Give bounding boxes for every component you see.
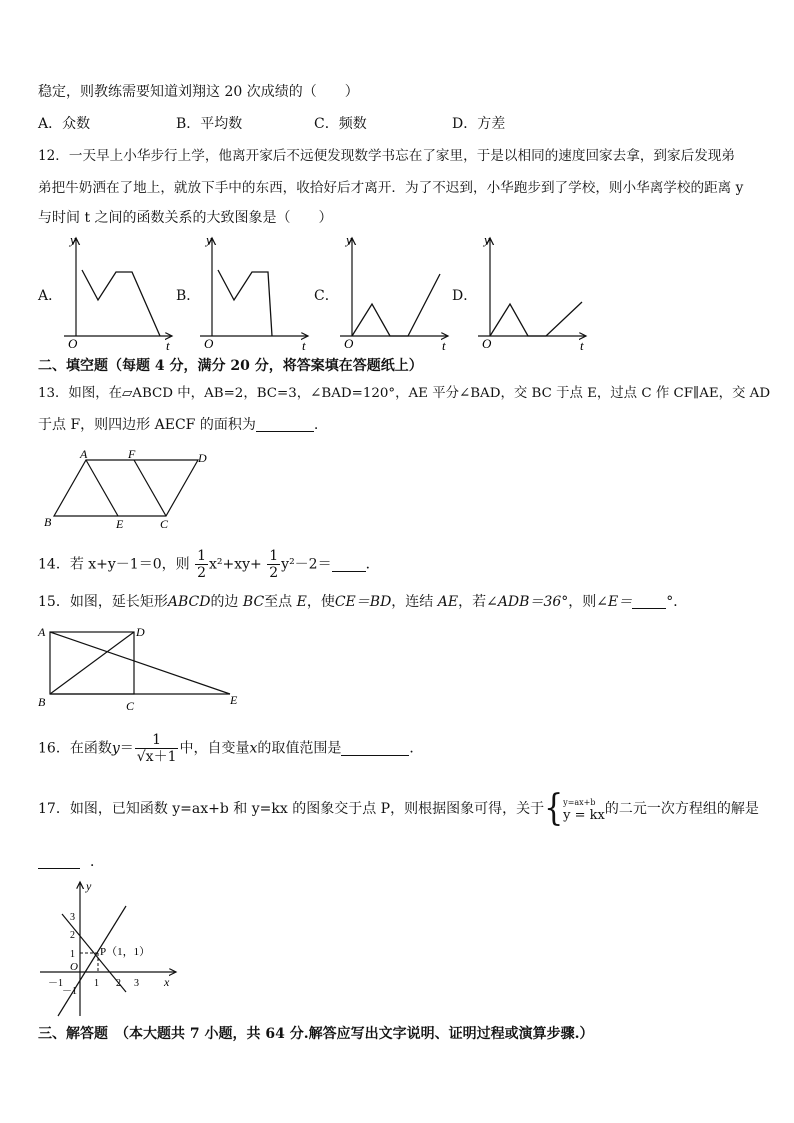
x-tick-neg1: －1: [48, 978, 63, 989]
point-f-label: F: [128, 447, 136, 461]
point-b-label: B: [44, 515, 52, 529]
q12-label-d: D．: [452, 288, 478, 304]
q11-option-b: B．平均数: [176, 116, 243, 132]
q14-mid-1: x²+xy+: [209, 556, 262, 573]
point-e-label: E: [116, 517, 124, 531]
x-axis-label: x: [164, 975, 170, 989]
point-c-label: C: [160, 517, 169, 531]
point-e-label: E: [230, 693, 238, 707]
q12-graph-d: [474, 230, 594, 354]
origin-label: O: [344, 336, 354, 351]
q11-option-a: A．众数: [38, 116, 91, 132]
q15-answer-blank: [632, 594, 666, 609]
q16-answer-blank: [341, 741, 409, 756]
q17-line-1: 17．如图，已知函数 y=ax+b 和 y=kx 的图象交于点 P，则根据图象可得，关于{ y=ax+b y = kx 的二元一次方程组的解是: [38, 787, 759, 830]
origin-label: O: [70, 961, 78, 973]
point-d-label: D: [136, 625, 145, 639]
q11-text: 稳定，则教练需要知道刘翔这 20 次成绩的（ ）: [38, 84, 359, 100]
y-axis-label: y: [484, 232, 490, 247]
y-axis-label: y: [86, 879, 92, 893]
y-tick-neg1: －1: [62, 986, 77, 997]
y-tick-2: 2: [70, 930, 75, 941]
q11-option-d: D．方差: [452, 116, 506, 132]
point-b-label: B: [38, 695, 46, 709]
origin-label: O: [482, 336, 492, 351]
x-tick-3: 3: [134, 978, 139, 989]
section-3-heading: 三、解答题 （本大题共 7 小题，共 64 分.解答应写出文字说明、证明过程或演算步骤.）: [38, 1026, 594, 1042]
q16-fraction: $\frac{1}{√x+1}$: [136, 732, 177, 765]
q13-parallelogram-figure: [40, 446, 220, 532]
q13-line-1: 13．如图，在▱ABCD 中，AB=2，BC=3，∠BAD=120°，AE 平分∠BAD，交 BC 于点 E，过点 C 作 CF∥AE，交 AD: [38, 386, 771, 401]
system-brace: {: [544, 787, 564, 830]
q17-function-graph: [36, 876, 186, 1026]
q12-label-b: B．: [176, 288, 201, 304]
q16-line: 16．在函数y＝ $\frac{1}{√x+1}$ 中，自变量x的取值范围是 ．: [38, 732, 424, 765]
point-a-label: A: [38, 625, 46, 639]
q14-line: [38, 548, 380, 581]
y-axis-label: y: [346, 232, 352, 247]
q12-graph-a: [60, 230, 180, 354]
section-2-heading: 二、填空题（每题 4 分，满分 20 分，将答案填在答题纸上）: [38, 358, 423, 374]
q12-graph-c: [336, 230, 456, 354]
q14-answer-blank: [332, 557, 366, 572]
t-axis-label: t: [442, 338, 446, 353]
t-axis-label: t: [580, 338, 584, 353]
q14-fraction-2: $\frac{1}{2}$: [269, 548, 279, 581]
q15-line: 15．如图，延长矩形ABCD的边 BC至点 E，使CE＝BD，连结 AE，若∠ADB＝36°，则∠E＝ °．: [38, 594, 688, 610]
q12-graph-b: [196, 230, 316, 354]
t-axis-label: t: [302, 338, 306, 353]
q17-line-2: ．: [38, 852, 104, 872]
origin-label: O: [204, 336, 214, 351]
x-tick-1: 1: [94, 978, 99, 989]
q13-end: .: [313, 417, 319, 433]
q14-end: ．: [365, 556, 380, 573]
y-tick-3: 3: [70, 912, 75, 923]
q14-pre: 14．若 x+y－1＝0，则: [38, 556, 190, 573]
point-c-label: C: [126, 699, 135, 713]
point-p-label: P（1，1）: [100, 946, 151, 958]
q12-label-c: C．: [314, 288, 339, 304]
point-a-label: A: [80, 447, 88, 461]
origin-label: O: [68, 336, 78, 351]
q13-answer-blank: [256, 417, 314, 432]
point-d-label: D: [198, 451, 207, 465]
q12-line-3: 与时间 t 之间的函数关系的大致图象是（ ）: [38, 210, 333, 226]
y-tick-1: 1: [70, 949, 75, 960]
y-axis-label: y: [70, 232, 76, 247]
q14-fraction-1: $\frac{1}{2}$: [197, 548, 206, 581]
x-tick-2: 2: [116, 978, 121, 989]
y-axis-label: y: [206, 232, 212, 247]
q15-rectangle-figure: [36, 622, 246, 714]
q12-label-a: A．: [38, 288, 63, 304]
t-axis-label: t: [166, 338, 170, 353]
q11-option-c: C．频数: [314, 116, 367, 132]
q13-line-2-text: 于点 F，则四边形 AECF 的面积为: [38, 417, 256, 433]
q17-system: y=ax+b y = kx: [563, 798, 605, 823]
q12-line-1: 12．一天早上小华步行上学，他离开家后不远便发现数学书忘在了家里，于是以相同的速度回家去拿，到家后发现弟: [38, 148, 735, 164]
q17-answer-blank: [38, 854, 80, 869]
q13-line-2: [38, 415, 318, 435]
q14-mid-2: y²－2＝: [281, 556, 332, 573]
q12-line-2: 弟把牛奶洒在了地上，就放下手中的东西，收拾好后才离开．为了不迟到，小华跑步到了学校，则小华离学校的距离 y: [38, 180, 744, 196]
